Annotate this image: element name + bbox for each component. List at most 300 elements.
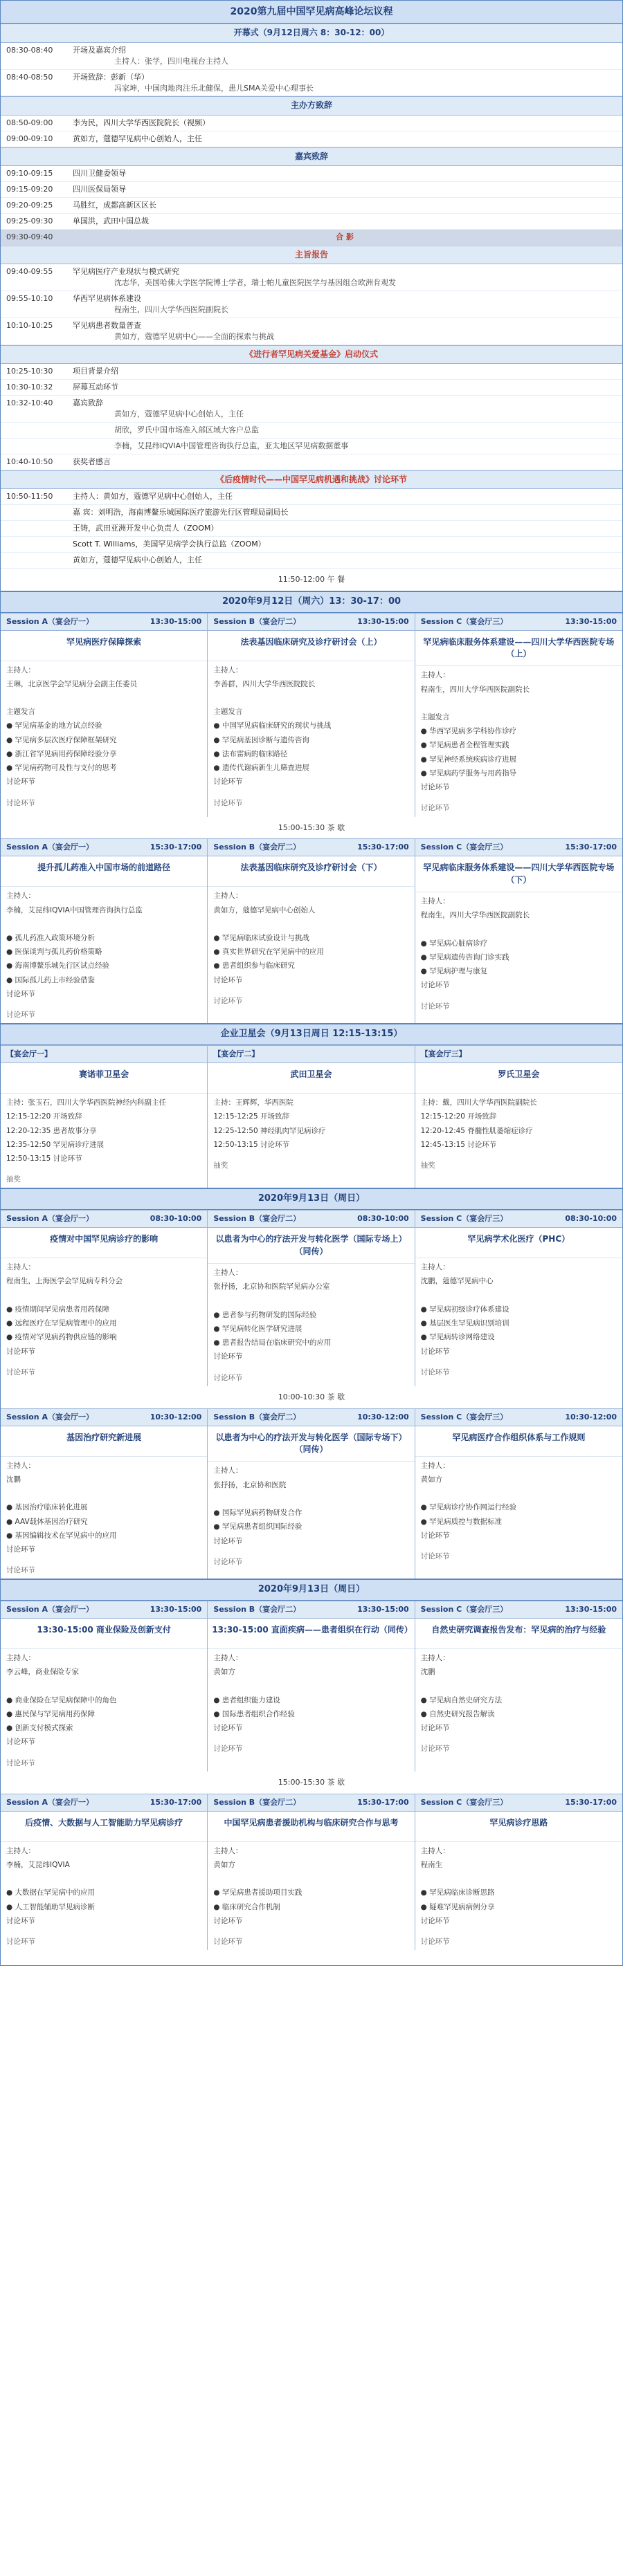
session-time: 15:30-17:00	[565, 843, 617, 852]
session-item: 程南生，四川大学华西医院副院长	[420, 685, 530, 694]
agenda-time: 09:25-09:30	[6, 216, 53, 226]
session-footer: 讨论环节	[420, 1745, 450, 1754]
session-header	[415, 839, 622, 856]
session-item: ● 远程医疗在罕见病管理中的应用	[6, 1319, 117, 1328]
agenda-row	[1, 396, 622, 423]
session-item: ● 罕见病患者全程管理实践	[420, 741, 509, 750]
session-item: 主持人：	[213, 1654, 243, 1663]
session-header	[208, 839, 414, 856]
page-tail	[1, 1950, 622, 1965]
session-item: 张抒扬，北京协和医院	[213, 1480, 287, 1489]
session-item: ● 罕见病遗传咨询门诊实践	[420, 953, 509, 962]
session-item: 主持人：	[420, 1654, 450, 1663]
session-item: 黄如方	[420, 1475, 443, 1484]
agenda-row	[1, 214, 622, 230]
session-header	[1, 1794, 207, 1812]
session-item: ● 医保谈判与孤儿药价格策略	[6, 948, 102, 957]
session-body	[208, 1462, 414, 1554]
session-item: ● 罕见病自然史研究方法	[420, 1695, 503, 1704]
session-label: Session A（宴会厅一）	[6, 616, 93, 626]
session-column	[1, 1211, 208, 1386]
agenda-text: 项目背景介绍	[73, 367, 118, 376]
agenda-time: 09:15-09:20	[6, 185, 53, 194]
agenda-time: 09:40-09:55	[6, 267, 53, 277]
session-title: 自然史研究调查报告发布：罕见病的治疗与经验	[415, 1619, 622, 1649]
session-label: Session C（宴会厅三）	[420, 1797, 508, 1807]
session-grid	[1, 1794, 622, 1950]
session-label: Session C（宴会厅三）	[420, 616, 508, 626]
session-title: 13:30-15:00 商业保险及创新支付	[1, 1619, 207, 1649]
agenda-speaker: 程南生，四川大学华西医院副院长	[114, 304, 228, 314]
session-item: ● 疑难罕见病病例分享	[420, 1902, 495, 1911]
agenda-speaker: 胡欣，罗氏中国市场准入部区域大客户总监	[114, 425, 259, 434]
agenda-time	[6, 555, 73, 566]
session-item: 黄如方	[213, 1668, 235, 1677]
agenda-row	[1, 198, 622, 214]
session-item: ● 真实世界研究在罕见病中的应用	[213, 948, 324, 957]
session-item: ● 罕见病初级诊疗体系建设	[420, 1305, 509, 1314]
session-header	[1, 1409, 207, 1426]
session-item: ● 人工智能辅助罕见病诊断	[6, 1902, 95, 1911]
session-item	[421, 1489, 617, 1499]
agenda-time	[6, 523, 73, 534]
session-header	[208, 1794, 414, 1812]
session-item: 李善群，四川大学华西医院院长	[213, 679, 316, 688]
session-header	[415, 614, 622, 631]
agenda-time: 09:55-10:10	[6, 294, 53, 304]
session-header	[1, 1046, 207, 1063]
session-body	[1, 887, 207, 1007]
session-grid	[1, 1210, 622, 1386]
session-item: 讨论环节	[6, 778, 35, 786]
agenda-text: 罕见病患者数量普查	[73, 320, 141, 330]
session-label: Session A（宴会厅一）	[6, 1605, 93, 1614]
agenda-row	[1, 537, 622, 553]
session-item	[6, 1682, 201, 1692]
session-title: 后疫情、大数据与人工智能助力罕见病诊疗	[1, 1812, 207, 1842]
session-item: 主持人：	[420, 1461, 450, 1470]
session-grid	[1, 1408, 622, 1579]
agenda-time: 09:00-09:10	[6, 134, 53, 143]
session-label: Session C（宴会厅三）	[420, 1412, 508, 1422]
session-item: ● 临床研究合作机制	[213, 1902, 280, 1911]
session-footer: 抽奖	[6, 1175, 21, 1184]
agenda-time: 10:50-11:50	[6, 492, 53, 502]
session-label: Session B（宴会厅二）	[213, 1412, 301, 1422]
session-item	[213, 1494, 408, 1505]
session-column	[1, 839, 208, 1023]
agenda-row	[1, 182, 622, 198]
session-item: ● 基层医生罕见病识别培训	[420, 1319, 509, 1328]
session-body	[1, 1094, 207, 1172]
session-body	[208, 1649, 414, 1741]
session-column	[415, 1601, 622, 1772]
session-item: ● 自然史研究报告解读	[420, 1710, 495, 1719]
session-item	[421, 1874, 617, 1884]
session-time: 08:30-10:00	[357, 1214, 409, 1224]
session-time: 15:30-17:00	[565, 1797, 617, 1807]
agenda-speaker: 主持人：张学，四川电视台主持人	[114, 56, 228, 66]
session-time: 10:30-12:00	[150, 1412, 202, 1422]
agenda-row	[1, 70, 622, 97]
session-item: ● 中国罕见病临床研究的现状与挑战	[213, 721, 332, 730]
session-item: ● 患者参与药物研发的国际经验	[213, 1310, 317, 1319]
agenda-row	[1, 380, 622, 396]
session-item	[6, 919, 201, 930]
agenda-row	[1, 43, 622, 70]
session-title: 中国罕见病患者援助机构与临床研究合作与思考	[208, 1812, 414, 1842]
session-footer: 讨论环节	[420, 804, 450, 813]
photo-row	[1, 230, 622, 246]
agenda-text: 黄如方，蔻德罕见病中心创始人，主任	[73, 134, 202, 143]
session-title: 提升孤儿药准入中国市场的前道路径	[1, 856, 207, 887]
session-column	[415, 1794, 622, 1950]
session-body	[415, 1842, 622, 1934]
session-header	[415, 1211, 622, 1228]
session-item: ● 罕见病质控与数据标准	[420, 1517, 503, 1526]
session-item: ● 罕见病转化医学研究进展	[213, 1324, 303, 1333]
agenda-time: 10:40-10:50	[6, 457, 53, 466]
session-item	[6, 1874, 201, 1884]
agenda-text: 获奖者感言	[73, 457, 111, 466]
agenda-content	[73, 184, 617, 195]
session-column	[1, 1046, 208, 1188]
session-grid	[1, 1045, 622, 1188]
session-column	[208, 614, 415, 817]
session-column	[208, 1046, 415, 1188]
session-time: 13:30-15:00	[150, 1605, 202, 1614]
agenda-content	[73, 491, 617, 502]
agenda-time: 08:40-08:50	[6, 72, 53, 82]
session-grid	[1, 1601, 622, 1772]
session-column	[208, 1211, 415, 1386]
opening-header: 开幕式（9月12日周六 8：30-12：00）	[1, 24, 622, 42]
session-footer: 讨论环节	[6, 1938, 35, 1947]
session-item: ● 创新支付模式探索	[6, 1724, 73, 1733]
session-footer: 讨论环节	[420, 1002, 450, 1011]
agenda-speaker: 冯家坤，中国肉地肉注乐北健保，患儿SMA关爱中心理事长	[114, 83, 314, 93]
session-item: 王琳，北京医学会罕见病分会副主任委员	[6, 679, 137, 688]
agenda-content	[73, 216, 617, 227]
session-item: 讨论环节	[6, 1545, 35, 1554]
agenda-text: 马胜红，成都高新区区长	[73, 200, 156, 210]
session-footer: 讨论环节	[213, 1373, 243, 1382]
session-item: 主题发言	[213, 708, 243, 717]
agenda-content	[73, 441, 617, 452]
agenda-content	[73, 382, 617, 393]
session-item: 主持人：	[6, 665, 35, 674]
session-column	[1, 1601, 208, 1772]
agenda-text: 单国洪，武田中国总裁	[73, 216, 149, 226]
session-column	[415, 1046, 622, 1188]
session-item: 主持人：	[420, 671, 450, 680]
agenda-time	[6, 507, 73, 518]
session-item	[6, 1489, 201, 1499]
agenda-content	[73, 366, 617, 377]
session-item	[6, 1291, 201, 1301]
agenda-time	[6, 539, 73, 550]
session-time: 15:30-17:00	[150, 843, 202, 852]
session-item: 主持人：	[213, 665, 243, 674]
agenda-speaker: 黄如方，蔻德罕见病中心——全面的探索与挑战	[114, 331, 274, 341]
agenda-content	[73, 134, 617, 145]
session-footer: 抽奖	[213, 1161, 228, 1170]
agenda-text: 华西罕见病体系建设	[73, 294, 141, 304]
session-header	[208, 1601, 414, 1619]
session-footer: 讨论环节	[6, 1566, 35, 1575]
agenda-row	[1, 423, 622, 439]
session-title: 武田卫星会	[208, 1063, 414, 1094]
session-item: ● 罕见病临床诊断思路	[420, 1888, 495, 1897]
session-item: 沈鹏，蔻德罕见病中心	[420, 1277, 494, 1286]
agenda-text: Scott T. Williams，美国罕见病学会执行总监（ZOOM）	[73, 539, 266, 549]
session-column	[1, 1409, 208, 1579]
session-item: 讨论环节	[420, 783, 450, 792]
session-item: ● 罕见病患者组织国际经验	[213, 1522, 303, 1531]
session-item: ● 患者组织能力建设	[213, 1695, 280, 1704]
agenda-row	[1, 166, 622, 182]
session-body	[1, 1842, 207, 1934]
session-item	[421, 699, 617, 709]
session-label: Session A（宴会厅一）	[6, 1797, 93, 1807]
session-label: Session B（宴会厅二）	[213, 1605, 301, 1614]
session-item	[421, 1682, 617, 1692]
session-column	[415, 839, 622, 1023]
session-body	[415, 1258, 622, 1365]
session-item: ● 商业保险在罕见病保障中的角色	[6, 1695, 117, 1704]
session-item: 主持：戴，四川大学华西医院副院长	[420, 1098, 537, 1107]
session-body	[415, 892, 622, 999]
agenda-row	[1, 318, 622, 345]
agenda-text: 黄如方，蔻德罕见病中心创始人，主任	[73, 555, 202, 564]
session-title: 基因治疗研究新进展	[1, 1426, 207, 1457]
agenda-content	[73, 293, 617, 315]
session-item: ● 国际孤儿药上市经验借鉴	[6, 975, 95, 984]
session-label: Session B（宴会厅二）	[213, 843, 301, 852]
session-title: 以患者为中心的疗法开发与转化医学（国际专场上）（同传）	[208, 1228, 414, 1264]
session-item: ● AAV载体基因治疗研究	[6, 1517, 88, 1526]
session-header	[415, 1409, 622, 1426]
session-item	[213, 1682, 408, 1692]
session-item: 12:25-12:50 神经肌肉罕见病诊疗	[213, 1126, 326, 1135]
session-time: 15:30-17:00	[357, 843, 409, 852]
session-title: 罕见病诊疗思路	[415, 1812, 622, 1842]
session-footer: 讨论环节	[213, 798, 243, 807]
session-item	[6, 693, 201, 703]
session-title: 罕见病医疗保障探索	[1, 631, 207, 661]
session-time: 13:30-15:00	[565, 616, 617, 626]
session-footer: 讨论环节	[6, 798, 35, 807]
agenda-time: 08:50-09:00	[6, 118, 53, 127]
session-item: ● 罕见病心脏病诊疗	[420, 939, 488, 948]
agenda-time: 10:10-10:25	[6, 320, 53, 330]
session-item: 12:35-12:50 罕见病诊疗进展	[6, 1140, 105, 1149]
session-label: Session B（宴会厅二）	[213, 1797, 301, 1807]
session-item: 12:15-12:20 开场致辞	[6, 1112, 82, 1121]
session-column	[208, 1409, 415, 1579]
agenda-content	[73, 555, 617, 566]
session-item: 12:50-13:15 讨论环节	[213, 1140, 289, 1149]
session-label: Session A（宴会厅一）	[6, 1214, 93, 1224]
agenda-content	[73, 320, 617, 342]
session-time: 13:30-15:00	[357, 616, 409, 626]
agenda-text: 王铸，武田亚洲开发中心负责人（ZOOM）	[73, 524, 219, 533]
session-item: 讨论环节	[213, 778, 243, 786]
section-header: 主旨报告	[1, 246, 622, 264]
session-body	[415, 1649, 622, 1741]
session-label: Session A（宴会厅一）	[6, 1412, 93, 1422]
session-item	[421, 1291, 617, 1301]
agenda-row	[1, 439, 622, 454]
session-time: 10:30-12:00	[357, 1412, 409, 1422]
agenda-content	[73, 539, 617, 550]
session-body	[1, 1457, 207, 1563]
agenda-content	[73, 266, 617, 288]
agenda-content	[73, 507, 617, 518]
session-footer: 讨论环节	[213, 1745, 243, 1754]
session-item: ● 罕见病诊疗协作网运行经验	[420, 1503, 517, 1512]
agenda-text: 四川医保局领导	[73, 185, 126, 194]
session-header	[208, 1211, 414, 1228]
session-item: ● 国际患者组织合作经验	[213, 1710, 295, 1719]
agenda-content	[73, 45, 617, 67]
agenda-row	[1, 291, 622, 318]
session-item: 12:45-13:15 讨论环节	[420, 1140, 497, 1149]
session-item: ● 罕见病药学服务与用药指导	[420, 769, 517, 778]
session-item: ● 基因治疗临床转化进展	[6, 1503, 88, 1512]
session-footer: 讨论环节	[420, 1938, 450, 1947]
session-footer: 抽奖	[420, 1161, 435, 1170]
session-item: 讨论环节	[420, 1916, 450, 1925]
agenda-speaker: 黄如方，蔻德罕见病中心创始人，主任	[114, 410, 244, 418]
agenda-content	[73, 457, 617, 468]
agenda-time: 09:10-09:15	[6, 169, 53, 178]
agenda-row	[1, 264, 622, 291]
session-body	[208, 1264, 414, 1370]
agenda-text: 屏幕互动环节	[73, 383, 118, 392]
session-time: 10:30-12:00	[565, 1412, 617, 1422]
session-header	[415, 1601, 622, 1619]
session-item: 讨论环节	[213, 1536, 243, 1545]
session-item: ● 法布雷病的临床路径	[213, 749, 288, 758]
session-item: 黄如方，蔻德罕见病中心创始人	[213, 905, 316, 914]
session-body	[415, 1457, 622, 1549]
agenda-time	[6, 425, 73, 436]
session-item: 12:15-12:20 开场致辞	[420, 1112, 497, 1121]
session-body	[208, 1094, 414, 1158]
session-item: 主持：张玉石，四川大学华西医院神经内科副主任	[6, 1098, 166, 1107]
session-column	[208, 839, 415, 1023]
session-title: 13:30-15:00 直面疾病——患者组织在行动（同传）	[208, 1619, 414, 1649]
session-item: 主持人：	[6, 1654, 35, 1663]
day-header: 2020年9月13日（周日）	[1, 1579, 622, 1601]
agenda-row	[1, 521, 622, 537]
session-item: 12:50-13:15 讨论环节	[6, 1154, 82, 1163]
session-column	[415, 1409, 622, 1579]
session-column	[208, 1794, 415, 1950]
agenda-speaker: 李楠，艾昆纬IQVIA中国管理咨询执行总监，亚太地区罕见病数据董事	[114, 441, 349, 450]
session-item: ● 孤儿药准入政策环境分析	[6, 934, 95, 943]
session-item: 黄如方	[213, 1861, 235, 1870]
session-item: ● 罕见病基因诊断与遗传咨询	[213, 735, 309, 744]
session-label: 【宴会厅二】	[213, 1049, 260, 1059]
session-label: Session B（宴会厅二）	[213, 1214, 301, 1224]
session-item: ● 罕见病护理与康复	[420, 967, 488, 976]
agenda-text: 合 影	[336, 232, 354, 241]
session-item: 主持人：	[6, 1846, 35, 1855]
session-item: ● 罕见病患者援助项目实践	[213, 1888, 303, 1897]
break-row: 15:00-15:30 茶 歇	[278, 822, 345, 832]
session-label: Session C（宴会厅三）	[420, 1605, 508, 1614]
session-item: ● 罕见病药物可及性与支付的思考	[6, 764, 117, 773]
session-time: 13:30-15:00	[357, 1605, 409, 1614]
session-item: 讨论环节	[213, 1352, 243, 1361]
session-footer: 讨论环节	[420, 1368, 450, 1377]
session-item: 李楠，艾昆纬IQVIA中国管理咨询执行总监	[6, 905, 143, 914]
session-time: 13:30-15:00	[565, 1605, 617, 1614]
session-item: 讨论环节	[420, 1531, 450, 1540]
agenda-text: 主持人：黄如方，蔻德罕见病中心创始人，主任	[73, 492, 233, 502]
agenda-text: 嘉宾致辞	[73, 398, 103, 408]
session-title: 罕见病学术化医疗（PHC）	[415, 1228, 622, 1258]
session-item: 主持人：	[213, 1269, 243, 1278]
session-item: 讨论环节	[420, 1724, 450, 1733]
session-header	[1, 1211, 207, 1228]
session-item: 主持人：	[6, 1461, 35, 1470]
session-item: 主持人：	[213, 1846, 243, 1855]
session-item: 主持人：	[213, 1466, 243, 1475]
session-title: 法表基因临床研究及诊疗研讨会（下）	[208, 856, 414, 887]
session-header	[208, 614, 414, 631]
session-grid	[1, 613, 622, 817]
break-row: 10:00-10:30 茶 歇	[278, 1392, 345, 1401]
session-item: ● 罕见病转诊网络建设	[420, 1333, 495, 1342]
session-item: 主持人：	[420, 897, 450, 906]
session-body	[415, 1094, 622, 1158]
agenda-time: 10:25-10:30	[6, 367, 53, 376]
session-header	[1, 614, 207, 631]
agenda-text: 罕见病医疗产业现状与模式研究	[73, 267, 179, 277]
session-title: 疫情对中国罕见病诊疗的影响	[1, 1228, 207, 1258]
session-item: 主持人：	[6, 892, 35, 901]
agenda-time	[6, 441, 73, 452]
agenda-time: 09:30-09:40	[6, 232, 53, 241]
session-title: 以患者为中心的疗法开发与转化医学（国际专场下）（同传）	[208, 1426, 414, 1462]
session-item: ● 患者组织参与临床研究	[213, 962, 295, 970]
agenda-row	[1, 131, 622, 147]
session-grid	[1, 838, 622, 1023]
day-header: 2020年9月13日（周日）	[1, 1188, 622, 1210]
agenda-time: 08:30-08:40	[6, 45, 53, 55]
agenda-body	[1, 24, 622, 1965]
session-body	[208, 887, 414, 993]
agenda-content	[73, 398, 617, 420]
session-label: 【宴会厅一】	[6, 1049, 52, 1059]
session-item: 主持人：	[420, 1263, 450, 1272]
session-item: 沈鹏	[6, 1475, 21, 1484]
session-footer: 讨论环节	[420, 1552, 450, 1561]
agenda-row	[1, 553, 622, 569]
session-item: 讨论环节	[6, 1738, 35, 1747]
session-body	[1, 1258, 207, 1365]
session-item: 讨论环节	[213, 975, 243, 984]
session-column	[415, 614, 622, 817]
session-item: ● 罕见病临床试验设计与挑战	[213, 934, 309, 943]
agenda-time: 10:30-10:32	[6, 383, 53, 392]
break-row: 15:00-15:30 茶 歇	[278, 1777, 345, 1787]
session-title: 罕见病临床服务体系建设——四川大学华西医院专场（上）	[415, 631, 622, 667]
session-item: 讨论环节	[6, 1916, 35, 1925]
